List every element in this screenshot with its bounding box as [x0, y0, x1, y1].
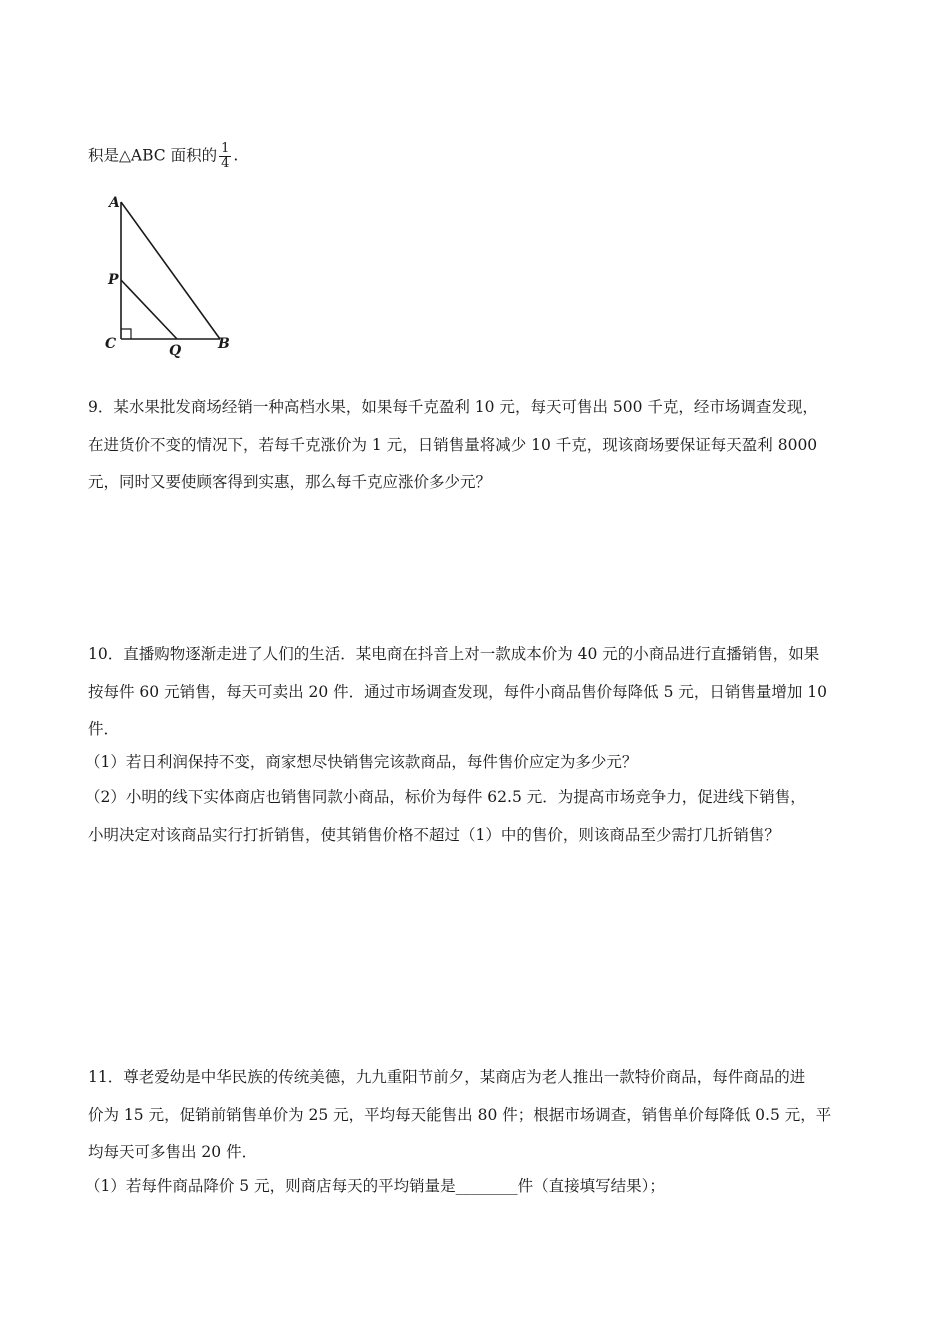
label-c: C	[105, 336, 117, 352]
prev-tail-text: 积是△ABC 面积的	[88, 146, 218, 165]
label-p: P	[108, 272, 119, 288]
q11-part-1: （1）若每件商品降价 5 元，则商店每天的平均销量是________件（直接填写结果）；	[85, 1177, 665, 1195]
prev-tail-period: .	[233, 146, 239, 165]
q10-line-2: 按每件 60 元销售，每天可卖出 20 件．通过市场调查发现，每件小商品售价每降低 5 元，日销售量增加 10	[88, 683, 828, 701]
q10-part-2-line-1: （2）小明的线下实体商店也销售同款小商品，标价为每件 62.5 元．为提高市场竞争力，促进线下销售，	[85, 788, 806, 806]
fraction-numerator: 1	[221, 141, 230, 156]
q9-line-2: 在进货价不变的情况下，若每千克涨价为 1 元，日销售量将减少 10 千克，现该商场要保证每天盈利 8000	[88, 436, 818, 454]
q11-line-2: 价为 15 元，促销前销售单价为 25 元，平均每天能售出 80 件；根据市场调查，销售单价每降低 0.5 元，平	[88, 1106, 832, 1124]
prev-question-tail	[88, 142, 238, 171]
q11-line-3: 均每天可多售出 20 件．	[88, 1143, 258, 1161]
segment-pq	[121, 280, 177, 339]
q10-part-2-line-2: 小明决定对该商品实行打折销售，使其销售价格不超过（1）中的售价，则该商品至少需打几折销售？	[88, 826, 780, 844]
fraction-denominator: 4	[221, 156, 230, 171]
segment-ab	[121, 202, 220, 339]
q10-line-1: 10．直播购物逐渐走进了人们的生活．某电商在抖音上对一款成本价为 40 元的小商品进行直播销售，如果	[88, 645, 820, 663]
label-b: B	[218, 336, 230, 352]
label-a: A	[109, 195, 120, 211]
q11-line-1: 11．尊老爱幼是中华民族的传统美德，九九重阳节前夕，某商店为老人推出一款特价商品，每件商品的进	[88, 1068, 806, 1086]
fraction-one-quarter	[219, 142, 231, 171]
triangle-figure	[100, 188, 240, 358]
q10-line-3: 件．	[88, 720, 120, 738]
q9-line-1: 9．某水果批发商场经销一种高档水果，如果每千克盈利 10 元，每天可售出 500 千克，经市场调查发现，	[88, 398, 818, 416]
label-q: Q	[169, 343, 182, 358]
q9-line-3: 元，同时又要使顾客得到实惠，那么每千克应涨价多少元？	[88, 473, 492, 491]
right-angle-mark	[121, 329, 131, 339]
q10-part-1: （1）若日利润保持不变，商家想尽快销售完该款商品，每件售价应定为多少元？	[85, 753, 638, 771]
